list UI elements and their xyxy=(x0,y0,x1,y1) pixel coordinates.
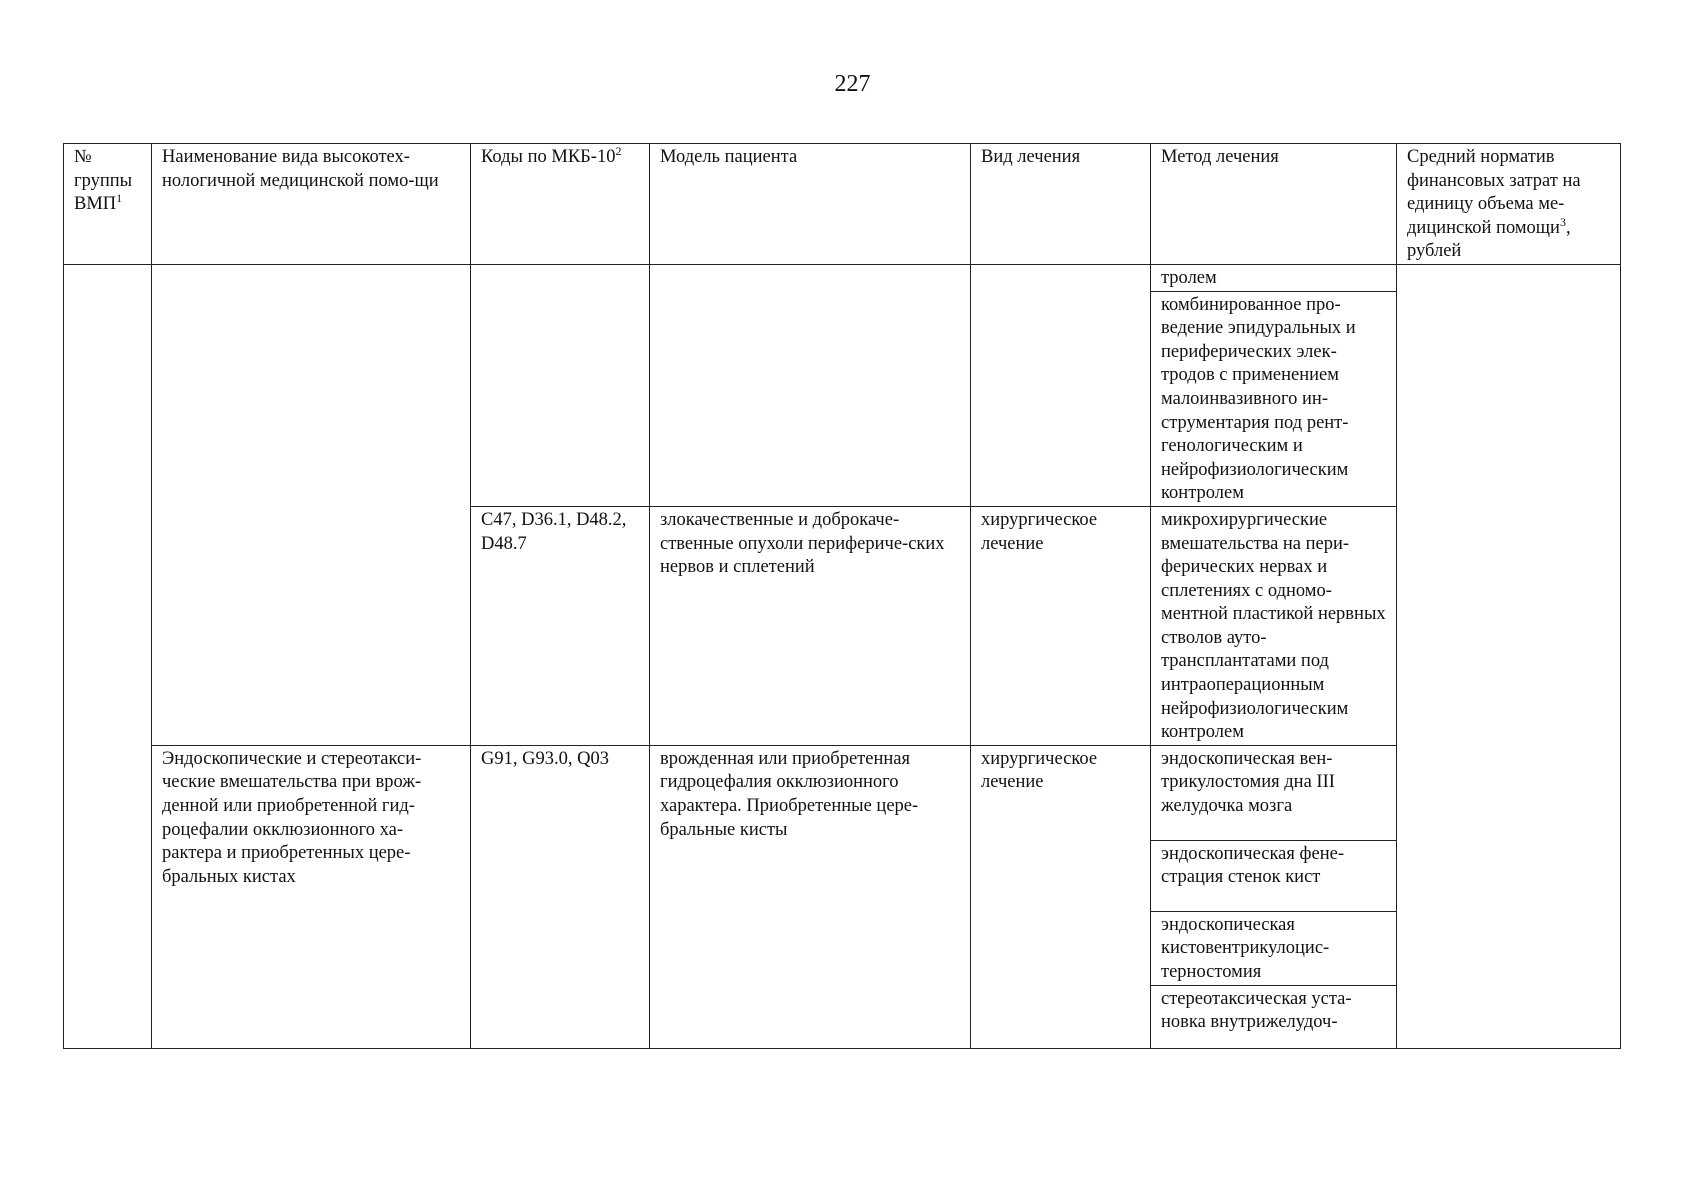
care-type-name-cell: Эндоскопические и стереотакси-ческие вмешательства при врож-денной или приобретенной гид-роцефалии окклюзионного ха-рактера и приобретенных цере-бральных кистах xyxy=(152,745,471,1048)
treatment-method-cell: эндоскопическая кистовентрикулоцис-терностомия xyxy=(1151,911,1397,985)
group-number-cell xyxy=(64,264,152,1048)
table-row xyxy=(64,745,1621,840)
footnote-ref-1: 1 xyxy=(116,191,123,206)
header-care-type-name xyxy=(152,144,471,265)
header-icd-codes-text: Коды по МКБ-10 xyxy=(481,147,616,167)
header-care-type-name-text: Наименование вида высокотех-нологичной медицинской помо-щи xyxy=(162,147,439,191)
patient-model-cell xyxy=(650,264,971,506)
icd-codes-cell: G91, G93.0, Q03 xyxy=(471,745,650,1048)
cost-standard-cell xyxy=(1397,264,1621,1048)
header-cost-standard-tail: , рублей xyxy=(1407,217,1571,262)
header-patient-model xyxy=(650,144,971,265)
treatment-method-cell: эндоскопическая фене-страция стенок кист xyxy=(1151,840,1397,911)
header-cost-standard xyxy=(1397,144,1621,265)
page-number: 227 xyxy=(834,71,871,97)
icd-codes-cell xyxy=(471,264,650,506)
header-patient-model-text: Модель пациента xyxy=(660,147,798,167)
patient-model-cell: врожденная или приобретенная гидроцефалия окклюзионного характера. Приобретенные цере-бральные кисты xyxy=(650,745,971,1048)
table-header xyxy=(64,144,1621,265)
header-treatment-method-text: Метод лечения xyxy=(1161,147,1279,167)
treatment-method-cell: стереотаксическая уста-новка внутрижелудоч- xyxy=(1151,985,1397,1048)
table-body xyxy=(64,264,1621,1048)
treatment-type-cell: хирургическое лечение xyxy=(971,745,1151,1048)
footnote-ref-3: 3 xyxy=(1559,214,1566,229)
treatment-type-cell xyxy=(971,264,1151,506)
header-group-number-text: № группы ВМП xyxy=(74,147,133,215)
table-row xyxy=(64,264,1621,291)
vmp-table xyxy=(63,143,1621,1049)
treatment-method-cell: микрохирургические вмешательства на пери-ферических нервах и сплетениях с одномо-ментной пластикой нервных стволов ауто-трансплантатами под интраоперационным нейрофизиологическим контролем xyxy=(1151,506,1397,745)
treatment-method-cell: комбинированное про-ведение эпидуральных и периферических элек-тродов с применением малоинвазивного ин-струментария под рент-генологическим и нейрофизиологическим контролем xyxy=(1151,291,1397,506)
care-type-name-cell xyxy=(152,264,471,745)
header-treatment-type-text: Вид лечения xyxy=(981,147,1081,167)
patient-model-cell: злокачественные и доброкаче-ственные опухоли перифериче-ских нервов и сплетений xyxy=(650,506,971,745)
header-cost-standard-text: Средний норматив финансовых затрат на единицу объема ме-дицинской помощи xyxy=(1407,147,1581,238)
header-treatment-type xyxy=(971,144,1151,265)
header-group-number xyxy=(64,144,152,265)
footnote-ref-2: 2 xyxy=(615,143,622,158)
treatment-type-cell: хирургическое лечение xyxy=(971,506,1151,745)
treatment-method-cell: эндоскопическая вен-трикулостомия дна III желудочка мозга xyxy=(1151,745,1397,840)
header-treatment-method xyxy=(1151,144,1397,265)
header-icd-codes xyxy=(471,144,650,265)
icd-codes-cell: C47, D36.1, D48.2, D48.7 xyxy=(471,506,650,745)
treatment-method-cell: тролем xyxy=(1151,264,1397,291)
